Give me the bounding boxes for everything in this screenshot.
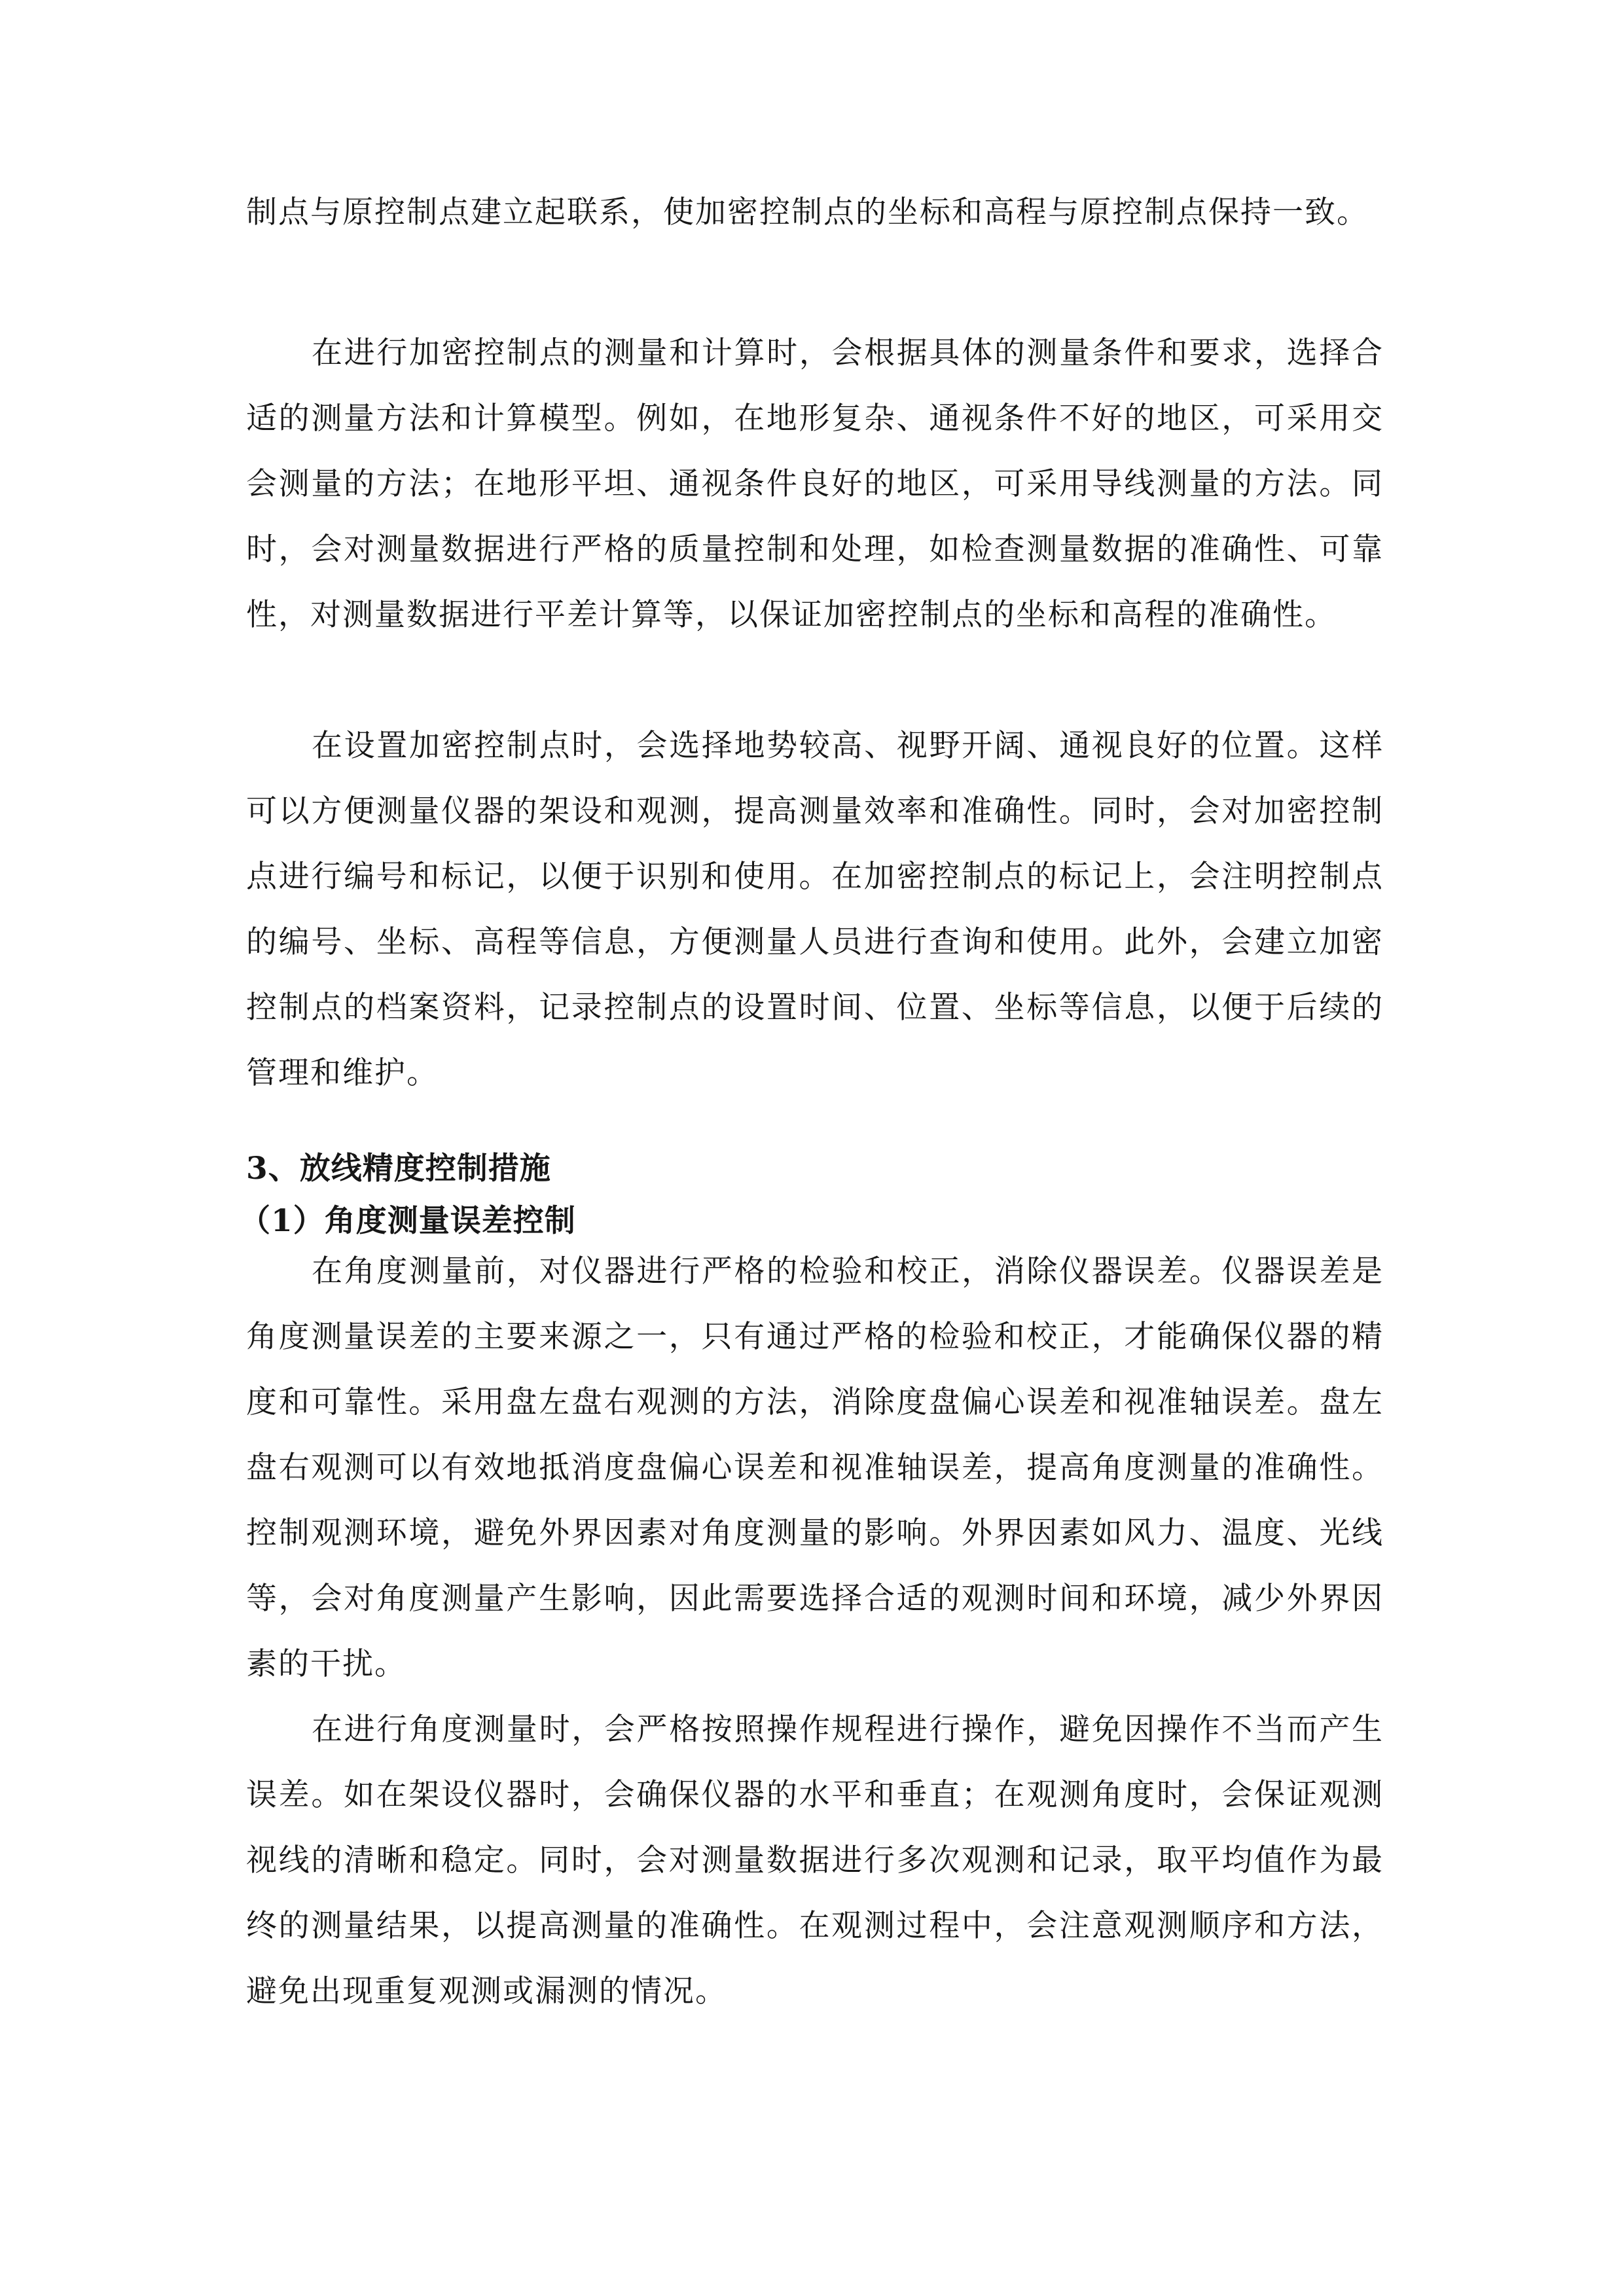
paragraph-measurement-method: 在进行加密控制点的测量和计算时，会根据具体的测量条件和要求，选择合适的测量方法和计算模型。例如，在地形复杂、通视条件不好的地区，可采用交会测量的方法；在地形平坦、通视条件良好的地区，可采用导线测量的方法。同时，会对测量数据进行严格的质量控制和处理，如检查测量数据的准确性、可靠性，对测量数据进行平差计算等，以保证加密控制点的坐标和高程的准确性。	[246, 335, 1384, 633]
subsection-heading: （1）角度测量误差控制	[240, 1203, 576, 1239]
section-heading: 3、放线精度控制措施	[246, 1151, 551, 1187]
paragraph-control-point-setup: 在设置加密控制点时，会选择地势较高、视野开阔、通视良好的位置。这样可以方便测量仪器的架设和观测，提高测量效率和准确性。同时，会对加密控制点进行编号和标记，以便于识别和使用。在加密控制点的标记上，会注明控制点的编号、坐标、高程等信息，方便测量人员进行查询和使用。此外，会建立加密控制点的档案资料，记录控制点的设置时间、位置、坐标等信息，以便于后续的管理和维护。	[246, 728, 1384, 1091]
paragraph-continuation: 制点与原控制点建立起联系，使加密控制点的坐标和高程与原控制点保持一致。	[246, 194, 1369, 230]
paragraph-angle-error-control: 在角度测量前，对仪器进行严格的检验和校正，消除仪器误差。仪器误差是角度测量误差的主要来源之一，只有通过严格的检验和校正，才能确保仪器的精度和可靠性。采用盘左盘右观测的方法，消除度盘偏心误差和视准轴误差。盘左盘右观测可以有效地抵消度盘偏心误差和视准轴误差，提高角度测量的准确性。控制观测环境，避免外界因素对角度测量的影响。外界因素如风力、温度、光线等，会对角度测量产生影响，因此需要选择合适的观测时间和环境，减少外界因素的干扰。	[246, 1253, 1384, 1682]
paragraph-operation-procedure: 在进行角度测量时，会严格按照操作规程进行操作，避免因操作不当而产生误差。如在架设仪器时，会确保仪器的水平和垂直；在观测角度时，会保证观测视线的清晰和稳定。同时，会对测量数据进行多次观测和记录，取平均值作为最终的测量结果，以提高测量的准确性。在观测过程中，会注意观测顺序和方法，避免出现重复观测或漏测的情况。	[246, 1712, 1384, 2009]
